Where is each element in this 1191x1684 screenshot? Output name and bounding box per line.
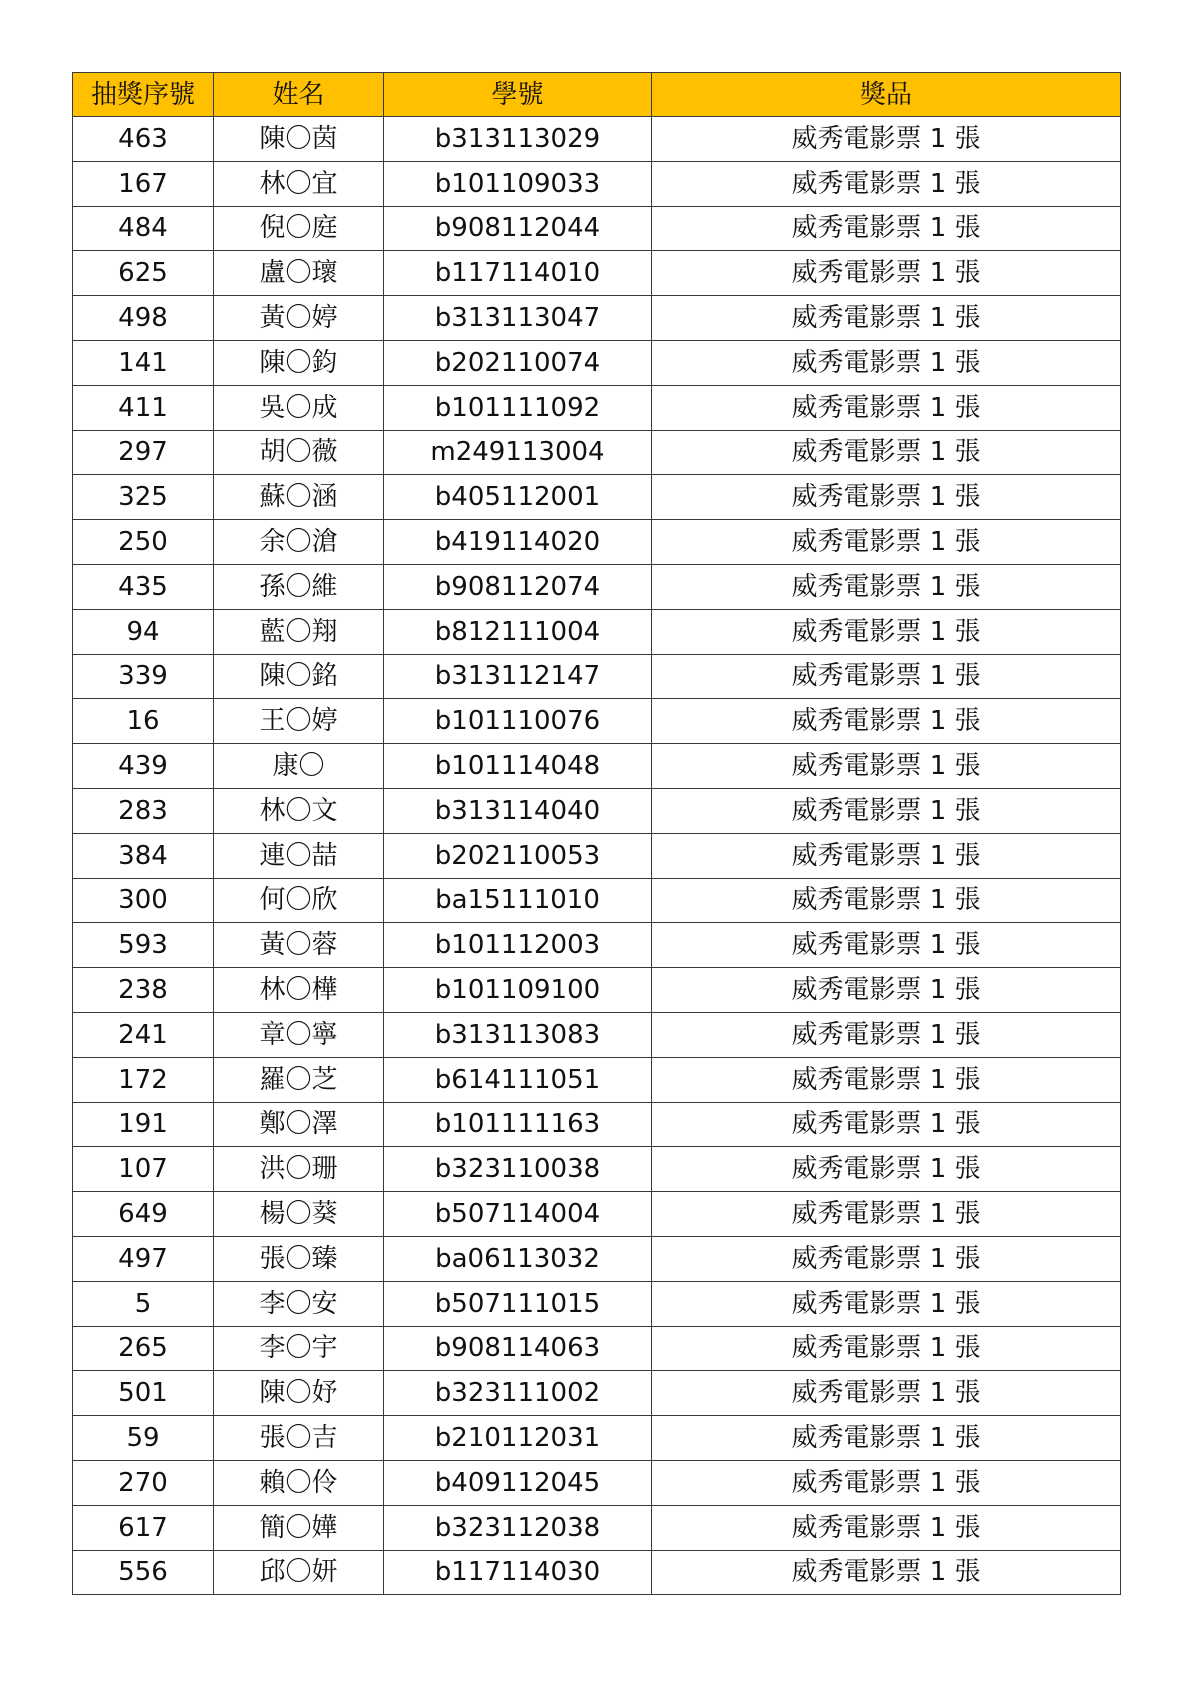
cell-name: 蘇〇涵	[214, 475, 384, 520]
cell-seq: 439	[73, 744, 214, 789]
cell-student-id: b101109033	[384, 161, 652, 206]
cell-seq: 501	[73, 1371, 214, 1416]
cell-student-id: b313113047	[384, 296, 652, 341]
cell-student-id: b614111051	[384, 1057, 652, 1102]
table-row	[73, 296, 1121, 341]
table-row	[73, 340, 1121, 385]
cell-student-id: b908112074	[384, 564, 652, 609]
table-row	[73, 968, 1121, 1013]
table-header	[73, 73, 1121, 117]
cell-student-id: b117114030	[384, 1550, 652, 1595]
table-row	[73, 1460, 1121, 1505]
table-row	[73, 1416, 1121, 1461]
cell-prize: 威秀電影票 1 張	[652, 1371, 1121, 1416]
table-row	[73, 161, 1121, 206]
cell-seq: 283	[73, 788, 214, 833]
cell-prize: 威秀電影票 1 張	[652, 117, 1121, 162]
cell-seq: 191	[73, 1102, 214, 1147]
cell-prize: 威秀電影票 1 張	[652, 296, 1121, 341]
cell-name: 邱〇妍	[214, 1550, 384, 1595]
cell-seq: 593	[73, 923, 214, 968]
cell-seq: 172	[73, 1057, 214, 1102]
cell-student-id: b405112001	[384, 475, 652, 520]
cell-student-id: b507111015	[384, 1281, 652, 1326]
cell-prize: 威秀電影票 1 張	[652, 475, 1121, 520]
table-row	[73, 788, 1121, 833]
cell-name: 張〇臻	[214, 1236, 384, 1281]
column-header-seq: 抽獎序號	[73, 73, 214, 117]
table-row	[73, 1012, 1121, 1057]
cell-prize: 威秀電影票 1 張	[652, 251, 1121, 296]
cell-student-id: b101111092	[384, 385, 652, 430]
table-row	[73, 430, 1121, 475]
cell-student-id: b117114010	[384, 251, 652, 296]
cell-student-id: b313112147	[384, 654, 652, 699]
cell-name: 陳〇妤	[214, 1371, 384, 1416]
cell-student-id: b323112038	[384, 1505, 652, 1550]
winners-table	[72, 72, 1121, 1595]
cell-seq: 435	[73, 564, 214, 609]
cell-student-id: b812111004	[384, 609, 652, 654]
cell-seq: 497	[73, 1236, 214, 1281]
cell-seq: 498	[73, 296, 214, 341]
cell-seq: 300	[73, 878, 214, 923]
cell-prize: 威秀電影票 1 張	[652, 385, 1121, 430]
cell-student-id: b101111163	[384, 1102, 652, 1147]
cell-seq: 625	[73, 251, 214, 296]
cell-student-id: ba06113032	[384, 1236, 652, 1281]
cell-seq: 16	[73, 699, 214, 744]
cell-seq: 107	[73, 1147, 214, 1192]
cell-prize: 威秀電影票 1 張	[652, 833, 1121, 878]
cell-prize: 威秀電影票 1 張	[652, 1192, 1121, 1237]
cell-name: 林〇文	[214, 788, 384, 833]
column-header-prize: 獎品	[652, 73, 1121, 117]
cell-prize: 威秀電影票 1 張	[652, 430, 1121, 475]
table-row	[73, 206, 1121, 251]
cell-name: 林〇樺	[214, 968, 384, 1013]
cell-name: 簡〇嬅	[214, 1505, 384, 1550]
cell-prize: 威秀電影票 1 張	[652, 161, 1121, 206]
table-row	[73, 475, 1121, 520]
cell-prize: 威秀電影票 1 張	[652, 1460, 1121, 1505]
cell-seq: 167	[73, 161, 214, 206]
table-row	[73, 878, 1121, 923]
cell-student-id: ba15111010	[384, 878, 652, 923]
cell-student-id: b313113083	[384, 1012, 652, 1057]
cell-name: 陳〇銘	[214, 654, 384, 699]
cell-name: 章〇寧	[214, 1012, 384, 1057]
table-row	[73, 1057, 1121, 1102]
table-row	[73, 744, 1121, 789]
cell-prize: 威秀電影票 1 張	[652, 1326, 1121, 1371]
cell-prize: 威秀電影票 1 張	[652, 1147, 1121, 1192]
column-header-student-id: 學號	[384, 73, 652, 117]
cell-student-id: b101112003	[384, 923, 652, 968]
cell-seq: 250	[73, 520, 214, 565]
cell-name: 陳〇鈞	[214, 340, 384, 385]
cell-prize: 威秀電影票 1 張	[652, 1281, 1121, 1326]
cell-seq: 59	[73, 1416, 214, 1461]
cell-prize: 威秀電影票 1 張	[652, 699, 1121, 744]
cell-student-id: b202110074	[384, 340, 652, 385]
cell-prize: 威秀電影票 1 張	[652, 878, 1121, 923]
table-row	[73, 1281, 1121, 1326]
cell-student-id: b323110038	[384, 1147, 652, 1192]
cell-seq: 297	[73, 430, 214, 475]
header-row	[73, 73, 1121, 117]
table-row	[73, 251, 1121, 296]
cell-name: 倪〇庭	[214, 206, 384, 251]
cell-name: 黃〇蓉	[214, 923, 384, 968]
cell-seq: 339	[73, 654, 214, 699]
cell-name: 孫〇維	[214, 564, 384, 609]
cell-seq: 384	[73, 833, 214, 878]
cell-seq: 411	[73, 385, 214, 430]
cell-prize: 威秀電影票 1 張	[652, 564, 1121, 609]
table-row	[73, 923, 1121, 968]
cell-student-id: b313113029	[384, 117, 652, 162]
cell-name: 藍〇翔	[214, 609, 384, 654]
cell-student-id: b101110076	[384, 699, 652, 744]
cell-prize: 威秀電影票 1 張	[652, 1550, 1121, 1595]
cell-seq: 265	[73, 1326, 214, 1371]
cell-name: 胡〇薇	[214, 430, 384, 475]
cell-seq: 241	[73, 1012, 214, 1057]
cell-name: 張〇吉	[214, 1416, 384, 1461]
cell-name: 康〇	[214, 744, 384, 789]
cell-student-id: b101114048	[384, 744, 652, 789]
cell-student-id: b409112045	[384, 1460, 652, 1505]
cell-student-id: b323111002	[384, 1371, 652, 1416]
cell-name: 吳〇成	[214, 385, 384, 430]
cell-prize: 威秀電影票 1 張	[652, 1102, 1121, 1147]
cell-prize: 威秀電影票 1 張	[652, 609, 1121, 654]
cell-name: 楊〇葵	[214, 1192, 384, 1237]
cell-name: 陳〇茵	[214, 117, 384, 162]
cell-name: 李〇宇	[214, 1326, 384, 1371]
table-row	[73, 1505, 1121, 1550]
table-row	[73, 654, 1121, 699]
cell-prize: 威秀電影票 1 張	[652, 1057, 1121, 1102]
table-row	[73, 385, 1121, 430]
table-row	[73, 1236, 1121, 1281]
cell-seq: 649	[73, 1192, 214, 1237]
cell-seq: 238	[73, 968, 214, 1013]
cell-prize: 威秀電影票 1 張	[652, 1012, 1121, 1057]
cell-name: 盧〇瓌	[214, 251, 384, 296]
cell-name: 洪〇珊	[214, 1147, 384, 1192]
table-row	[73, 1102, 1121, 1147]
cell-name: 賴〇伶	[214, 1460, 384, 1505]
cell-seq: 141	[73, 340, 214, 385]
cell-student-id: b202110053	[384, 833, 652, 878]
table-row	[73, 564, 1121, 609]
table-row	[73, 520, 1121, 565]
cell-prize: 威秀電影票 1 張	[652, 206, 1121, 251]
cell-student-id: b908112044	[384, 206, 652, 251]
cell-seq: 484	[73, 206, 214, 251]
cell-seq: 5	[73, 1281, 214, 1326]
cell-prize: 威秀電影票 1 張	[652, 340, 1121, 385]
cell-name: 鄭〇澤	[214, 1102, 384, 1147]
table-row	[73, 609, 1121, 654]
table-row	[73, 833, 1121, 878]
cell-student-id: b210112031	[384, 1416, 652, 1461]
table-row	[73, 117, 1121, 162]
table-row	[73, 1371, 1121, 1416]
table-row	[73, 1326, 1121, 1371]
table-row	[73, 1147, 1121, 1192]
cell-prize: 威秀電影票 1 張	[652, 1505, 1121, 1550]
cell-seq: 463	[73, 117, 214, 162]
table-row	[73, 699, 1121, 744]
cell-prize: 威秀電影票 1 張	[652, 923, 1121, 968]
cell-name: 連〇喆	[214, 833, 384, 878]
cell-student-id: b507114004	[384, 1192, 652, 1237]
cell-name: 王〇婷	[214, 699, 384, 744]
cell-name: 羅〇芝	[214, 1057, 384, 1102]
cell-prize: 威秀電影票 1 張	[652, 654, 1121, 699]
cell-prize: 威秀電影票 1 張	[652, 520, 1121, 565]
cell-student-id: b101109100	[384, 968, 652, 1013]
cell-prize: 威秀電影票 1 張	[652, 788, 1121, 833]
cell-student-id: b419114020	[384, 520, 652, 565]
cell-name: 林〇宜	[214, 161, 384, 206]
cell-seq: 325	[73, 475, 214, 520]
table-body	[73, 117, 1121, 1595]
cell-name: 李〇安	[214, 1281, 384, 1326]
column-header-name: 姓名	[214, 73, 384, 117]
cell-student-id: m249113004	[384, 430, 652, 475]
table-row	[73, 1550, 1121, 1595]
cell-student-id: b908114063	[384, 1326, 652, 1371]
cell-seq: 617	[73, 1505, 214, 1550]
cell-student-id: b313114040	[384, 788, 652, 833]
cell-seq: 556	[73, 1550, 214, 1595]
cell-prize: 威秀電影票 1 張	[652, 1236, 1121, 1281]
table-row	[73, 1192, 1121, 1237]
cell-name: 余〇滄	[214, 520, 384, 565]
cell-name: 何〇欣	[214, 878, 384, 923]
cell-name: 黃〇婷	[214, 296, 384, 341]
cell-seq: 270	[73, 1460, 214, 1505]
cell-prize: 威秀電影票 1 張	[652, 1416, 1121, 1461]
cell-seq: 94	[73, 609, 214, 654]
cell-prize: 威秀電影票 1 張	[652, 744, 1121, 789]
cell-prize: 威秀電影票 1 張	[652, 968, 1121, 1013]
